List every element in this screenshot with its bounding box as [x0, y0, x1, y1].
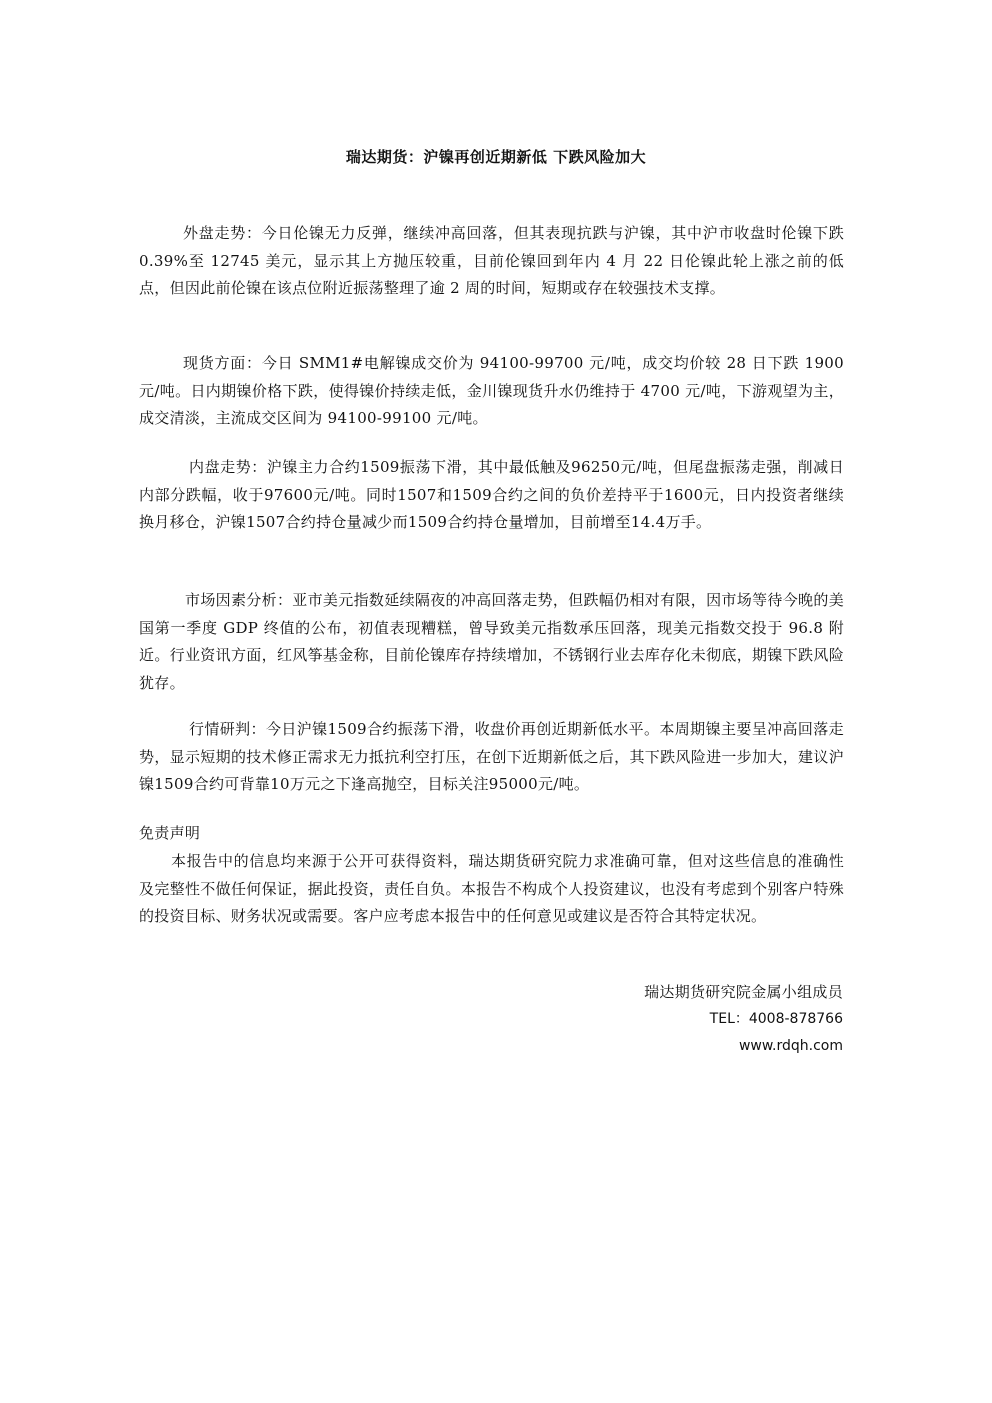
outlook-paragraph: 行情研判：今日沪镍1509合约振荡下滑，收盘价再创近期新低水平。本周期镍主要呈冲高回落走势，显示短期的技术修正需求无力抵抗利空打压，在创下近期新低之后，其下跌风险进一步加大，建议沪镍1509合约可背靠10万元之下逢高抛空，目标关注95000元/吨。 [139, 720, 844, 793]
market-factors-paragraph: 市场因素分析：亚市美元指数延续隔夜的冲高回落走势，但跌幅仍相对有限，因市场等待今晚的美国第一季度 GDP 终值的公布，初值表现糟糕，曾导致美元指数承压回落，现美元指数交投于 96.8 附近。行业资讯方面，红风筝基金称，目前伦镍库存持续增加，不锈钢行业去库存化未彻底，期镍下跌风险犹存。 [139, 591, 844, 692]
overseas-market-paragraph: 外盘走势：今日伦镍无力反弹，继续冲高回落，但其表现抗跌与沪镍，其中沪市收盘时伦镍下跌 0.39%至 12745 美元，显示其上方抛压较重，目前伦镍回到年内 4 月 22 日伦镍此轮上涨之前的低点，但因此前伦镍在该点位附近振荡整理了逾 2 周的时间，短期或存在较强技术支撑。 [139, 224, 844, 297]
domestic-market-paragraph: 内盘走势：沪镍主力合约1509振荡下滑，其中最低触及96250元/吨，但尾盘振荡走强，削减日内部分跌幅，收于97600元/吨。同时1507和1509合约之间的负价差持平于1600元，日内投资者继续换月移仓，沪镍1507合约持仓量减少而1509合约持仓量增加，目前增至14.4万手。 [139, 458, 844, 531]
signature-telephone: TEL：4008-878766 [709, 1011, 843, 1027]
spot-market-paragraph: 现货方面：今日 SMM1#电解镍成交价为 94100-99700 元/吨，成交均价较 28 日下跌 1900元/吨。日内期镍价格下跌，使得镍价持续走低，金川镍现货升水仍维持于 4700 元/吨，下游观望为主，成交清淡，主流成交区间为 94100-99100 元/吨。 [139, 354, 844, 427]
signature-website: www.rdqh.com [738, 1038, 843, 1054]
disclaimer-heading: 免责声明 [139, 824, 201, 842]
signature-organization: 瑞达期货研究院金属小组成员 [644, 983, 843, 1001]
report-title: 瑞达期货：沪镍再创近期新低 下跌风险加大 [345, 148, 647, 166]
disclaimer-paragraph: 本报告中的信息均来源于公开可获得资料，瑞达期货研究院力求准确可靠，但对这些信息的准确性及完整性不做任何保证，据此投资，责任自负。本报告不构成个人投资建议，也没有考虑到个别客户特殊的投资目标、财务状况或需要。客户应考虑本报告中的任何意见或建议是否符合其特定状况。 [139, 852, 844, 925]
